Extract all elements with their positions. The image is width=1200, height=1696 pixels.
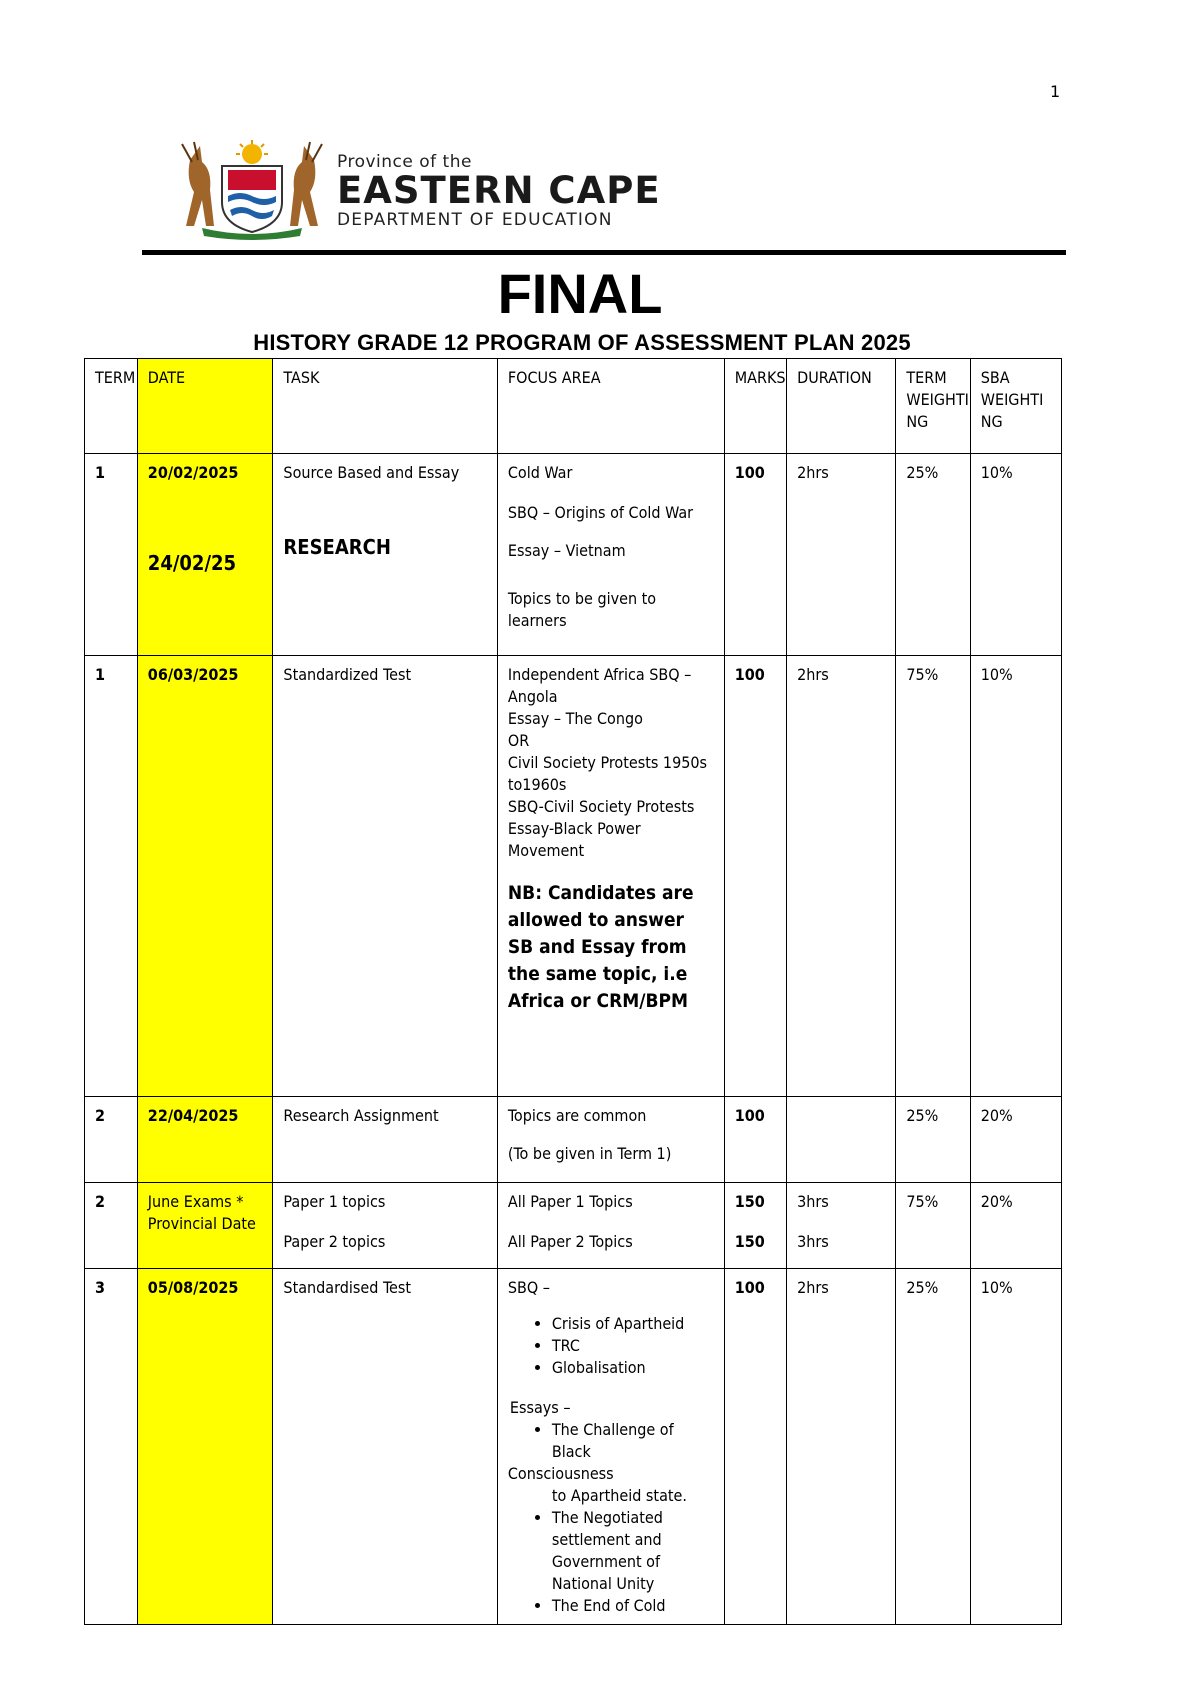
row-duration: 2hrs	[787, 656, 896, 1097]
row-duration: 2hrs	[787, 1269, 896, 1625]
focus-line: Essays –	[509, 1398, 571, 1417]
table-header-row	[85, 359, 1062, 454]
essay-topic-list	[508, 1419, 714, 1463]
document-subtitle: HISTORY GRADE 12 PROGRAM OF ASSESSMENT PLAN 2025	[253, 330, 911, 355]
duration-line: 3hrs	[797, 1192, 829, 1211]
table-row	[85, 1097, 1062, 1183]
row-date: June Exams * Provincial Date	[137, 1183, 273, 1269]
row-date: 05/08/2025	[137, 1269, 273, 1625]
assessment-plan-table	[84, 358, 1062, 1625]
row-task	[273, 1183, 497, 1269]
row-date	[137, 454, 273, 656]
focus-line: to Apartheid state.	[551, 1486, 687, 1505]
table-row	[85, 1269, 1062, 1625]
focus-line: Essay-Black Power Movement	[507, 819, 641, 860]
task-line: Paper 1 topics	[283, 1192, 386, 1211]
row-term-weighting: 25%	[896, 1097, 970, 1183]
row-date: 06/03/2025	[137, 656, 273, 1097]
task-line: Paper 2 topics	[283, 1232, 386, 1251]
row-task: Standardized Test	[273, 656, 497, 1097]
row-term: 3	[85, 1269, 138, 1625]
row-term-weighting: 25%	[896, 454, 970, 656]
list-item: • The End of Cold	[552, 1595, 714, 1617]
focus-line: Consciousness	[507, 1464, 614, 1483]
row-term-weighting: 25%	[896, 1269, 970, 1625]
row-focus	[497, 454, 724, 656]
row-term: 1	[85, 656, 138, 1097]
row-task: Standardised Test	[273, 1269, 497, 1625]
row-term-weighting: 75%	[896, 1183, 970, 1269]
row-term: 2	[85, 1183, 138, 1269]
list-item: • TRC	[552, 1335, 714, 1357]
document-status-title: FINAL	[497, 262, 663, 325]
row-marks: 100	[724, 1269, 786, 1625]
row-term-weighting: 75%	[896, 656, 970, 1097]
letterhead-department: DEPARTMENT OF EDUCATION	[337, 210, 613, 230]
row-task: Research Assignment	[273, 1097, 497, 1183]
header-focus-area: FOCUS AREA	[497, 359, 724, 454]
letterhead-eastern-cape: EASTERN CAPE	[337, 169, 661, 212]
focus-line: All Paper 2 Topics	[507, 1232, 633, 1251]
focus-line: SBQ – Origins of Cold War	[507, 503, 694, 522]
row-sba-weighting: 10%	[970, 1269, 1061, 1625]
focus-line: Angola	[507, 687, 558, 706]
letterhead-province: Province of the	[337, 152, 472, 172]
row-focus	[497, 656, 724, 1097]
focus-line: Civil Society Protests 1950s to1960s	[507, 753, 708, 794]
row-date-value: 20/02/2025	[147, 463, 239, 482]
table-row	[85, 454, 1062, 656]
row-task-research: RESEARCH	[283, 535, 391, 559]
duration-line: 3hrs	[797, 1232, 829, 1251]
focus-line: (To be given in Term 1)	[507, 1144, 672, 1163]
row-sba-weighting: 10%	[970, 454, 1061, 656]
row-focus	[497, 1269, 724, 1625]
coat-of-arms-icon	[172, 140, 332, 240]
focus-line: OR	[507, 731, 530, 750]
row-sba-weighting: 10%	[970, 656, 1061, 1097]
marks-line: 150	[734, 1232, 765, 1251]
row-marks	[724, 1183, 786, 1269]
page-number: 1	[1050, 82, 1061, 101]
marks-line: 150	[734, 1192, 765, 1211]
row-sba-weighting: 20%	[970, 1097, 1061, 1183]
focus-line: Essay – Vietnam	[507, 541, 626, 560]
focus-line: Cold War	[507, 463, 573, 482]
row-sba-weighting: 20%	[970, 1183, 1061, 1269]
header-term-weighting: TERM WEIGHTI NG	[896, 359, 970, 454]
list-item: • Crisis of Apartheid	[552, 1313, 714, 1335]
header-divider	[142, 250, 1066, 255]
row-duration	[787, 1183, 896, 1269]
focus-line: Topics to be given to learners	[507, 589, 657, 630]
row-focus	[497, 1183, 724, 1269]
focus-line: SBQ –	[507, 1278, 550, 1297]
header-task: TASK	[273, 359, 497, 454]
row-date: 22/04/2025	[137, 1097, 273, 1183]
row-focus	[497, 1097, 724, 1183]
sbq-topic-list	[508, 1313, 714, 1379]
candidates-note: NB: Candidates are allowed to answer SB and Essay from the same topic, i.e Africa or CRM/BPM	[507, 882, 694, 1012]
row-duration: 2hrs	[787, 454, 896, 656]
header-sba-weighting: SBA WEIGHTI NG	[970, 359, 1061, 454]
table-row	[85, 1183, 1062, 1269]
row-term: 2	[85, 1097, 138, 1183]
department-letterhead	[172, 140, 692, 240]
row-marks: 100	[724, 1097, 786, 1183]
essay-topic-list-continued	[508, 1507, 714, 1617]
row-task	[273, 454, 497, 656]
list-item: • The Challenge of Black	[552, 1419, 714, 1463]
focus-line: Independent Africa SBQ –	[507, 665, 692, 684]
focus-line: Topics are common	[507, 1106, 647, 1125]
row-date-secondary: 24/02/25	[147, 551, 237, 575]
header-marks: MARKS	[724, 359, 786, 454]
focus-line: All Paper 1 Topics	[507, 1192, 633, 1211]
list-item: • The Negotiated settlement and Government of National Unity	[552, 1507, 714, 1595]
row-duration	[787, 1097, 896, 1183]
focus-line: SBQ-Civil Society Protests	[507, 797, 695, 816]
header-date: DATE	[137, 359, 273, 454]
focus-line: Essay – The Congo	[507, 709, 643, 728]
list-item: • Globalisation	[552, 1357, 714, 1379]
header-duration: DURATION	[787, 359, 896, 454]
header-term: TERM	[85, 359, 138, 454]
row-term: 1	[85, 454, 138, 656]
row-marks: 100	[724, 656, 786, 1097]
row-task-value: Source Based and Essay	[283, 463, 460, 482]
row-marks: 100	[724, 454, 786, 656]
table-row	[85, 656, 1062, 1097]
